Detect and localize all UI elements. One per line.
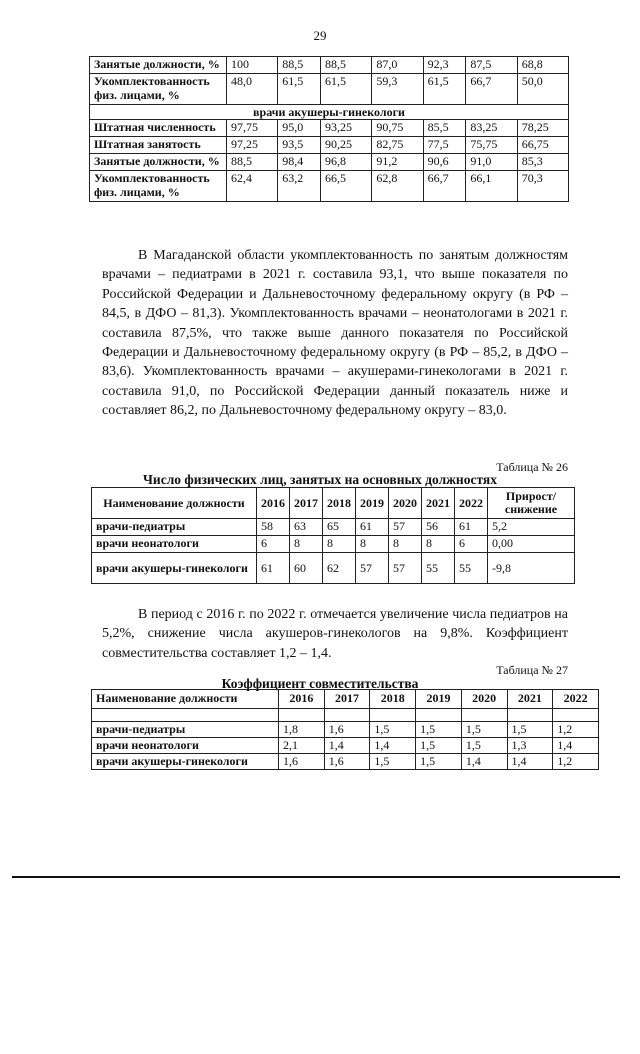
table-cell: 82,75: [372, 137, 423, 154]
column-header: 2021: [507, 690, 553, 709]
table-cell: 100: [227, 57, 278, 74]
table-cell: 62: [323, 553, 356, 584]
table-cell: 57: [389, 519, 422, 536]
empty-cell: [461, 709, 507, 722]
table-cell: 1,4: [370, 738, 416, 754]
column-header: 2021: [422, 488, 455, 519]
table-cell: 91,2: [372, 154, 423, 171]
row-label: врачи акушеры-гинекологи: [92, 553, 257, 584]
table-cell: 61,5: [423, 74, 466, 105]
table-row: [92, 722, 599, 738]
table-cell: 1,2: [553, 722, 599, 738]
table-cell: 88,5: [278, 57, 321, 74]
table-cell: 83,25: [466, 120, 517, 137]
row-label: Укомплектованность физ. лицами, %: [90, 171, 227, 202]
section-title: врачи акушеры-гинекологи: [90, 105, 569, 120]
table-cell: 62,4: [227, 171, 278, 202]
table-cell: 1,3: [507, 738, 553, 754]
empty-cell: [416, 709, 462, 722]
row-label: врачи неонатологи: [92, 536, 257, 553]
table-cell: 93,25: [321, 120, 372, 137]
table-cell: 66,7: [466, 74, 517, 105]
table-cell: 8: [389, 536, 422, 553]
column-header: Прирост/ снижение: [488, 488, 575, 519]
column-header: 2018: [370, 690, 416, 709]
paragraph-staffing: В Магаданской области укомплектованность по занятым должностям врачами – педиатрами в 2021 г. составила 93,1, что выше показателя по Российской Федерации и Дальневосточному федеральному округу (в РФ – 84,5, в ДФО – 81,3). Укомплектованность врачами – неонатологами в 2021 г. составила 87,5%, что также выше данного показателя по Российской Федерации и Дальневосточному федеральному округу (в РФ – 85,2, в ДФО – 83,6). Укомплектованность врачами – акушерами-гинекологами в 2021 г. составила 91,0, по Российской Федерации данный показатель ниже и составляет 86,2, по Дальневосточному федеральному округу – 83,0.: [102, 248, 568, 419]
table-cell: 57: [356, 553, 389, 584]
table-cell: 62,8: [372, 171, 423, 202]
column-header: 2016: [279, 690, 325, 709]
table-cell: 1,5: [416, 722, 462, 738]
column-header: 2017: [324, 690, 370, 709]
table-cell: 1,2: [553, 754, 599, 770]
table-cell: 65: [323, 519, 356, 536]
physicians-count-table: [91, 487, 575, 584]
table-cell: 88,5: [321, 57, 372, 74]
column-header: 2018: [323, 488, 356, 519]
table-row: [92, 553, 575, 584]
row-label: Занятые должности, %: [90, 154, 227, 171]
table-cell: 1,4: [553, 738, 599, 754]
table-cell: 95,0: [278, 120, 321, 137]
table-cell: 66,5: [321, 171, 372, 202]
table-cell: 85,3: [517, 154, 568, 171]
table-row: [90, 154, 569, 171]
table-cell: 1,4: [461, 754, 507, 770]
table-cell: 60: [290, 553, 323, 584]
table-cell: 75,75: [466, 137, 517, 154]
row-label: врачи-педиатры: [92, 722, 279, 738]
row-label: Укомплектованность физ. лицами, %: [90, 74, 227, 105]
table-cell: 61,5: [278, 74, 321, 105]
table-cell: 1,5: [507, 722, 553, 738]
column-header: 2017: [290, 488, 323, 519]
table-cell: 66,1: [466, 171, 517, 202]
table-row: [90, 120, 569, 137]
table-cell: 6: [257, 536, 290, 553]
table-cell: 97,75: [227, 120, 278, 137]
table-cell: 55: [455, 553, 488, 584]
table-row: [92, 519, 575, 536]
table-cell: 63: [290, 519, 323, 536]
table-row: [92, 754, 599, 770]
table-cell: 8: [422, 536, 455, 553]
table-row: [90, 57, 569, 74]
column-header: 2016: [257, 488, 290, 519]
table-cell: 68,8: [517, 57, 568, 74]
table-row: [90, 74, 569, 105]
table26-label: Таблица № 26: [496, 460, 568, 474]
table-cell: 66,75: [517, 137, 568, 154]
table-cell: 98,4: [278, 154, 321, 171]
table-cell: 90,75: [372, 120, 423, 137]
column-header: 2019: [356, 488, 389, 519]
table-row: [90, 171, 569, 202]
table-cell: 2,1: [279, 738, 325, 754]
empty-cell: [279, 709, 325, 722]
table-cell: 61,5: [321, 74, 372, 105]
row-label: врачи акушеры-гинекологи: [92, 754, 279, 770]
page-number: 29: [313, 28, 327, 43]
table-cell: 1,4: [324, 738, 370, 754]
table-cell: 96,8: [321, 154, 372, 171]
table-cell: 0,00: [488, 536, 575, 553]
table-cell: 1,5: [416, 754, 462, 770]
table-cell: 1,5: [461, 738, 507, 754]
table-cell: 1,8: [279, 722, 325, 738]
table-cell: 8: [356, 536, 389, 553]
table-cell: 97,25: [227, 137, 278, 154]
table-cell: 8: [290, 536, 323, 553]
table-cell: 50,0: [517, 74, 568, 105]
row-label: Занятые должности, %: [90, 57, 227, 74]
table-cell: 93,5: [278, 137, 321, 154]
column-header: 2019: [416, 690, 462, 709]
column-header: 2020: [389, 488, 422, 519]
table-cell: 92,3: [423, 57, 466, 74]
table-cell: 1,5: [461, 722, 507, 738]
empty-cell: [324, 709, 370, 722]
table-cell: 88,5: [227, 154, 278, 171]
row-label: врачи-педиатры: [92, 519, 257, 536]
table-cell: 1,6: [324, 722, 370, 738]
page-divider: [12, 876, 620, 878]
table-cell: 5,2: [488, 519, 575, 536]
table27-label: Таблица № 27: [496, 663, 568, 677]
table-cell: 1,6: [279, 754, 325, 770]
table-cell: 55: [422, 553, 455, 584]
table-cell: 66,7: [423, 171, 466, 202]
table-cell: 87,5: [466, 57, 517, 74]
table-cell: 90,6: [423, 154, 466, 171]
row-label: Штатная численность: [90, 120, 227, 137]
row-label: врачи неонатологи: [92, 738, 279, 754]
empty-cell: [507, 709, 553, 722]
table-row: [92, 536, 575, 553]
table-cell: 1,5: [370, 722, 416, 738]
table-row: [92, 738, 599, 754]
column-header: 2022: [553, 690, 599, 709]
column-header: Наименование должности: [92, 690, 279, 709]
table26-title: Число физических лиц, занятых на основных должностях: [143, 472, 497, 487]
empty-cell: [370, 709, 416, 722]
table-cell: 78,25: [517, 120, 568, 137]
table-cell: 8: [323, 536, 356, 553]
table-cell: 1,4: [507, 754, 553, 770]
table-cell: 6: [455, 536, 488, 553]
table-cell: 91,0: [466, 154, 517, 171]
table-cell: 87,0: [372, 57, 423, 74]
empty-cell: [92, 709, 279, 722]
paragraph-trend: В период с 2016 г. по 2022 г. отмечается увеличение числа педиатров на 5,2%, снижение числа акушеров-гинекологов на 9,8%. Коэффициент совместительства составляет 1,2 – 1,4.: [102, 607, 568, 661]
table-cell: 1,6: [324, 754, 370, 770]
column-header: 2020: [461, 690, 507, 709]
staffing-table-continuation: [89, 56, 569, 202]
empty-cell: [553, 709, 599, 722]
row-label: Штатная занятость: [90, 137, 227, 154]
table-cell: 1,5: [370, 754, 416, 770]
table-cell: 85,5: [423, 120, 466, 137]
table-cell: 1,5: [416, 738, 462, 754]
table27-title: Коэффициент совместительства: [221, 676, 419, 691]
table-cell: 56: [422, 519, 455, 536]
table-row: [90, 137, 569, 154]
table-cell: 48,0: [227, 74, 278, 105]
table-cell: 58: [257, 519, 290, 536]
table-cell: 70,3: [517, 171, 568, 202]
combination-coefficient-table: [91, 689, 599, 770]
table-cell: 59,3: [372, 74, 423, 105]
table-cell: -9,8: [488, 553, 575, 584]
table-cell: 77,5: [423, 137, 466, 154]
table-cell: 61: [455, 519, 488, 536]
table-cell: 90,25: [321, 137, 372, 154]
table-cell: 63,2: [278, 171, 321, 202]
table-cell: 61: [356, 519, 389, 536]
column-header: Наименование должности: [92, 488, 257, 519]
table-cell: 57: [389, 553, 422, 584]
table-cell: 61: [257, 553, 290, 584]
column-header: 2022: [455, 488, 488, 519]
